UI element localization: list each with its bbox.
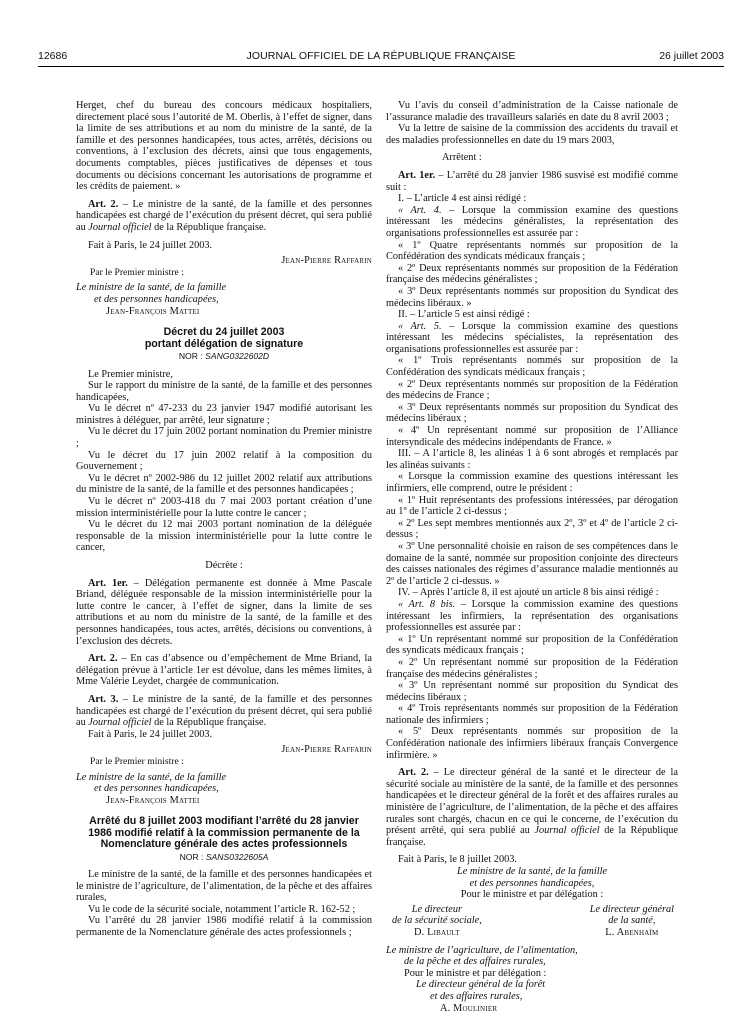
signatory-name: D. Libault <box>413 926 460 938</box>
visa: Vu le décret nº 2003-418 du 7 mai 2003 portant création d’une mission interministérielle pour la lutte contre le cancer ; <box>76 496 372 519</box>
signatory-minister: Jean-François Mattei <box>106 305 200 317</box>
left-column <box>76 100 372 939</box>
signature-pair <box>386 904 678 939</box>
visa: Vu le décret du 17 juin 2002 portant nomination du Premier ministre ; <box>76 426 372 450</box>
paragraph: Le Premier ministre, <box>88 368 173 380</box>
article-5-paragraph: « Art. 5. – Lorsque la commission examine des questions intéressant les médecins spécialistes, la représentation des organisations professionnelles est assurée par : <box>386 320 678 355</box>
list-item: « 1º Quatre représentants nommés sur proposition de la Confédération des syndicats médicaux français ; <box>386 239 678 263</box>
list-item: « 4º Trois représentants nommés sur proposition de la Fédération nationale des infirmiers ; <box>386 703 678 726</box>
section-heading: II. – L’article 5 est ainsi rédigé : <box>398 309 530 321</box>
signatory-name: A. Moulinier <box>440 1002 498 1014</box>
visa: Vu l’avis du conseil d’administration de la Caisse nationale de l’assurance maladie des travailleurs salariés en date du 8 avril 2003 ; <box>386 100 678 123</box>
minister-title: Le ministre de l’agriculture, de l’alimentation, <box>386 944 578 956</box>
article-1-paragraph: Art. 1er. – L’arrêté du 28 janvier 1986 susvisé est modifié comme suit : <box>386 169 678 193</box>
right-column <box>386 100 678 1014</box>
article-2-paragraph: Art. 2. – Le directeur général de la santé et le directeur de la sécurité sociale au ministère de la santé, de la famille et des personnes handicapées et le directeur général de la forêt et des affaires rurales au ministère de l’agriculture, de l’alimentation, de la pêche et des affaires rurales sont chargés, chacun en ce qui le concerne, de l’exécution du présent arrêté, qui sera publié au Journal officiel de la République française. <box>386 767 679 848</box>
visa: Vu la lettre de saisine de la commission des accidents du travail et des maladies professionnelles en date du 19 mars 2003, <box>386 123 678 146</box>
visa: Vu le décret du 12 mai 2003 portant nomination de la déléguée responsable de la mission interministérielle pour la lutte contre le cancer, <box>76 519 372 554</box>
minister-title-cont: et des personnes handicapées, <box>469 877 595 889</box>
header-rule <box>38 66 724 67</box>
arrete-title-line3: Nomenclature générale des actes professionnels <box>100 838 348 851</box>
article-2-paragraph: Art. 2. – En cas d’absence ou d’empêchement de Mme Briand, la délégation prévue à l’article 1er est dévolue, dans les mêmes limites, à Mme Valérie Leydet, chargée de communication. <box>76 653 372 688</box>
list-item: « 3º Deux représentants nommés sur proposition du Syndicat des médecins libéraux. » <box>386 285 678 309</box>
visa: Vu le décret du 17 juin 2002 relatif à la composition du Gouvernement ; <box>76 449 372 473</box>
decree-subtitle: portant délégation de signature <box>144 337 304 350</box>
minister-title: Le ministre de la santé, de la famille <box>76 771 227 783</box>
arretent: Arrêtent : <box>442 152 482 164</box>
section-heading: IV. – Après l’article 8, il est ajouté un article 8 bis ainsi rédigé : <box>398 587 659 599</box>
list-item: « 1º Un représentant nommé sur proposition de la Confédération des syndicats médicaux français ; <box>386 633 678 657</box>
minister-title-cont: de la pêche et des affaires rurales, <box>404 956 546 968</box>
minister-title: Le ministre de la santé, de la famille <box>456 866 608 877</box>
signatory-pm: Jean-Pierre Raffarin <box>281 255 372 267</box>
paragraph: Le ministre de la santé, de la famille et des personnes handicapées et le ministre de l’agriculture, de l’alimentation, de la pêche et des affaires rurales, <box>76 869 372 904</box>
issue-date: 26 juillet 2003 <box>659 50 724 62</box>
journal-title: JOURNAL OFFICIEL DE LA RÉPUBLIQUE FRANÇAISE <box>246 50 516 62</box>
signatory-minister: Jean-François Mattei <box>106 794 200 806</box>
visa: Vu l’arrêté du 28 janvier 1986 modifié relatif à la commission permanente de la Nomenclature générale des actes professionnels ; <box>76 915 372 939</box>
signature-block-dss: Le directeur de la sécurité sociale, D. Libault <box>392 903 482 938</box>
list-item: « 1º Trois représentants nommés sur proposition de la Confédération des syndicats médicaux français ; <box>386 355 678 379</box>
signatory-name: L. Abenhaïm <box>605 926 659 938</box>
list-item: « 3º Un représentant nommé sur proposition du Syndicat des médecins libéraux ; <box>386 680 678 703</box>
decrete: Décrète : <box>205 560 243 571</box>
delegation-line: Pour le ministre et par délégation : <box>404 967 547 979</box>
minister-title-cont: et des personnes handicapées, <box>94 783 219 795</box>
list-item: « 3º Deux représentants nommés sur proposition du Syndicat des médecins libéraux ; <box>386 401 678 425</box>
article-1-paragraph: Art. 1er. – Délégation permanente est donnée à Mme Pascale Briand, déléguée responsable de la mission interministérielle pour la lutte contre le cancer, à l’effet de signer, dans la limite de ses attributions et au nom du ministre de la santé, de la famille et des personnes handicapées, tous actes, arrêtés, décisions ou conventions, à l’exclusion des décrets. <box>76 577 372 647</box>
signatory-role: Par le Premier ministre : <box>90 755 184 767</box>
decree-title: Décret du 24 juillet 2003 <box>163 326 285 339</box>
article-2-paragraph: Art. 2. – Le ministre de la santé, de la famille et des personnes handicapées est chargé de l’exécution du présent décret, qui sera publié au Journal officiel de la République française. <box>76 198 373 233</box>
visa: Vu le code de la sécurité sociale, notamment l’article R. 162-52 ; <box>88 903 356 915</box>
minister-title: Le ministre de la santé, de la famille <box>76 282 227 294</box>
director-title: Le directeur général de la forêt <box>416 979 546 991</box>
list-item: « 3º Une personnalité choisie en raison de ses compétences dans le domaine de la santé, nommée sur proposition conjointe des directeurs des caisses nationales des régimes d’assurance maladie mentionnés au 2º de l’article 2 ci-dessus. » <box>386 540 678 587</box>
list-item: « 4º Un représentant nommé sur proposition de l’Alliance intersyndicale des médecins indépendants de France. » <box>386 425 678 448</box>
visa: Vu le décret nº 2002-986 du 12 juillet 2002 relatif aux attributions du ministre de la santé, de la famille et des personnes handicapées ; <box>76 472 372 496</box>
signing-date: Fait à Paris, le 8 juillet 2003. <box>398 854 517 866</box>
signatory-role: Par le Premier ministre : <box>90 266 184 278</box>
paragraph: Herget, chef du bureau des concours médicaux hospitaliers, directement placé sous l’autorité de M. Oberlis, à l’effet de signer, dans la limite de ses attributions et au nom du ministre de la santé, de la famille et des personnes handicapées, tous actes, arrêtés, décisions ou conventions, à l’exclusion des décrets, ainsi que tous engagements, documents comptables, pièces justificatives de dépenses et tous documents ou décisions concernant les autorisations de programme et les crédits de paiement. » <box>76 100 372 193</box>
list-item: « 1º Huit représentants des professions intéressées, par dérogation au 1º de l’article 2 ci-dessus ; <box>386 494 678 518</box>
list-item: « 2º Deux représentants nommés sur proposition de la Fédération française des médecins généralistes ; <box>386 262 678 286</box>
page-number: 12686 <box>38 50 68 62</box>
list-item: « 2º Deux représentants nommés sur proposition de la Fédération des médecins de France ; <box>386 378 678 402</box>
page-header <box>38 50 724 66</box>
signing-date: Fait à Paris, le 24 juillet 2003. <box>88 728 213 740</box>
list-item: « 2º Les sept membres mentionnés aux 2º, 3º et 4º de l’article 2 ci-dessus ; <box>386 517 678 541</box>
section-heading: I. – L’article 4 est ainsi rédigé : <box>398 193 527 205</box>
visa: Sur le rapport du ministre de la santé, de la famille et des personnes handicapées, <box>76 380 372 403</box>
article-label: Art. 2. <box>88 198 119 210</box>
delegation-line: Pour le ministre et par délégation : <box>460 889 604 901</box>
visa: Vu le décret nº 47-233 du 23 janvier 1947 modifié autorisant les ministres à déléguer, par arrêté, leur signature ; <box>76 403 372 426</box>
nor-reference: NOR : SANG0322602D <box>178 350 270 361</box>
signature-block-dgs: Le directeur général de la santé, L. Abenhaïm <box>589 903 674 938</box>
list-item: « 2º Un représentant nommé sur proposition de la Fédération française des médecins généralistes ; <box>386 656 678 680</box>
section-heading: III. – A l’article 8, les alinéas 1 à 6 sont abrogés et remplacés par les alinéas suivants : <box>386 448 678 471</box>
director-title-cont: et des affaires rurales, <box>430 990 523 1002</box>
signatory-pm: Jean-Pierre Raffarin <box>281 744 372 756</box>
signing-date: Fait à Paris, le 24 juillet 2003. <box>88 239 213 251</box>
minister-title-cont: et des personnes handicapées, <box>94 293 219 305</box>
list-item: « 5º Deux représentants nommés sur proposition de la Confédération nationale des infirmiers libéraux français Convergence infirmière. » <box>386 726 678 761</box>
article-8bis-paragraph: « Art. 8 bis. – Lorsque la commission examine des questions intéressant les infirmiers, la représentation des organisations professionnelles est assurée par : <box>386 598 679 634</box>
article-4-paragraph: « Art. 4. – Lorsque la commission examine des questions intéressant les médecins généralistes, la représentation des organisations professionnelles est assurée par : <box>386 204 678 239</box>
nor-reference: NOR : SANS0322605A <box>179 851 269 862</box>
list-item: « Lorsque la commission examine des questions intéressant les infirmiers, elle comprend, outre le président : <box>386 471 678 494</box>
arrete-title-line2: 1986 modifié relatif à la commission permanente de la <box>88 826 360 839</box>
arrete-title: Arrêté du 8 juillet 2003 modifiant l’arrêté du 28 janvier <box>89 815 359 828</box>
article-3-paragraph: Art. 3. – Le ministre de la santé, de la famille et des personnes handicapées est chargé de l’exécution du présent décret, qui sera publié au Journal officiel de la République française. <box>76 693 373 729</box>
